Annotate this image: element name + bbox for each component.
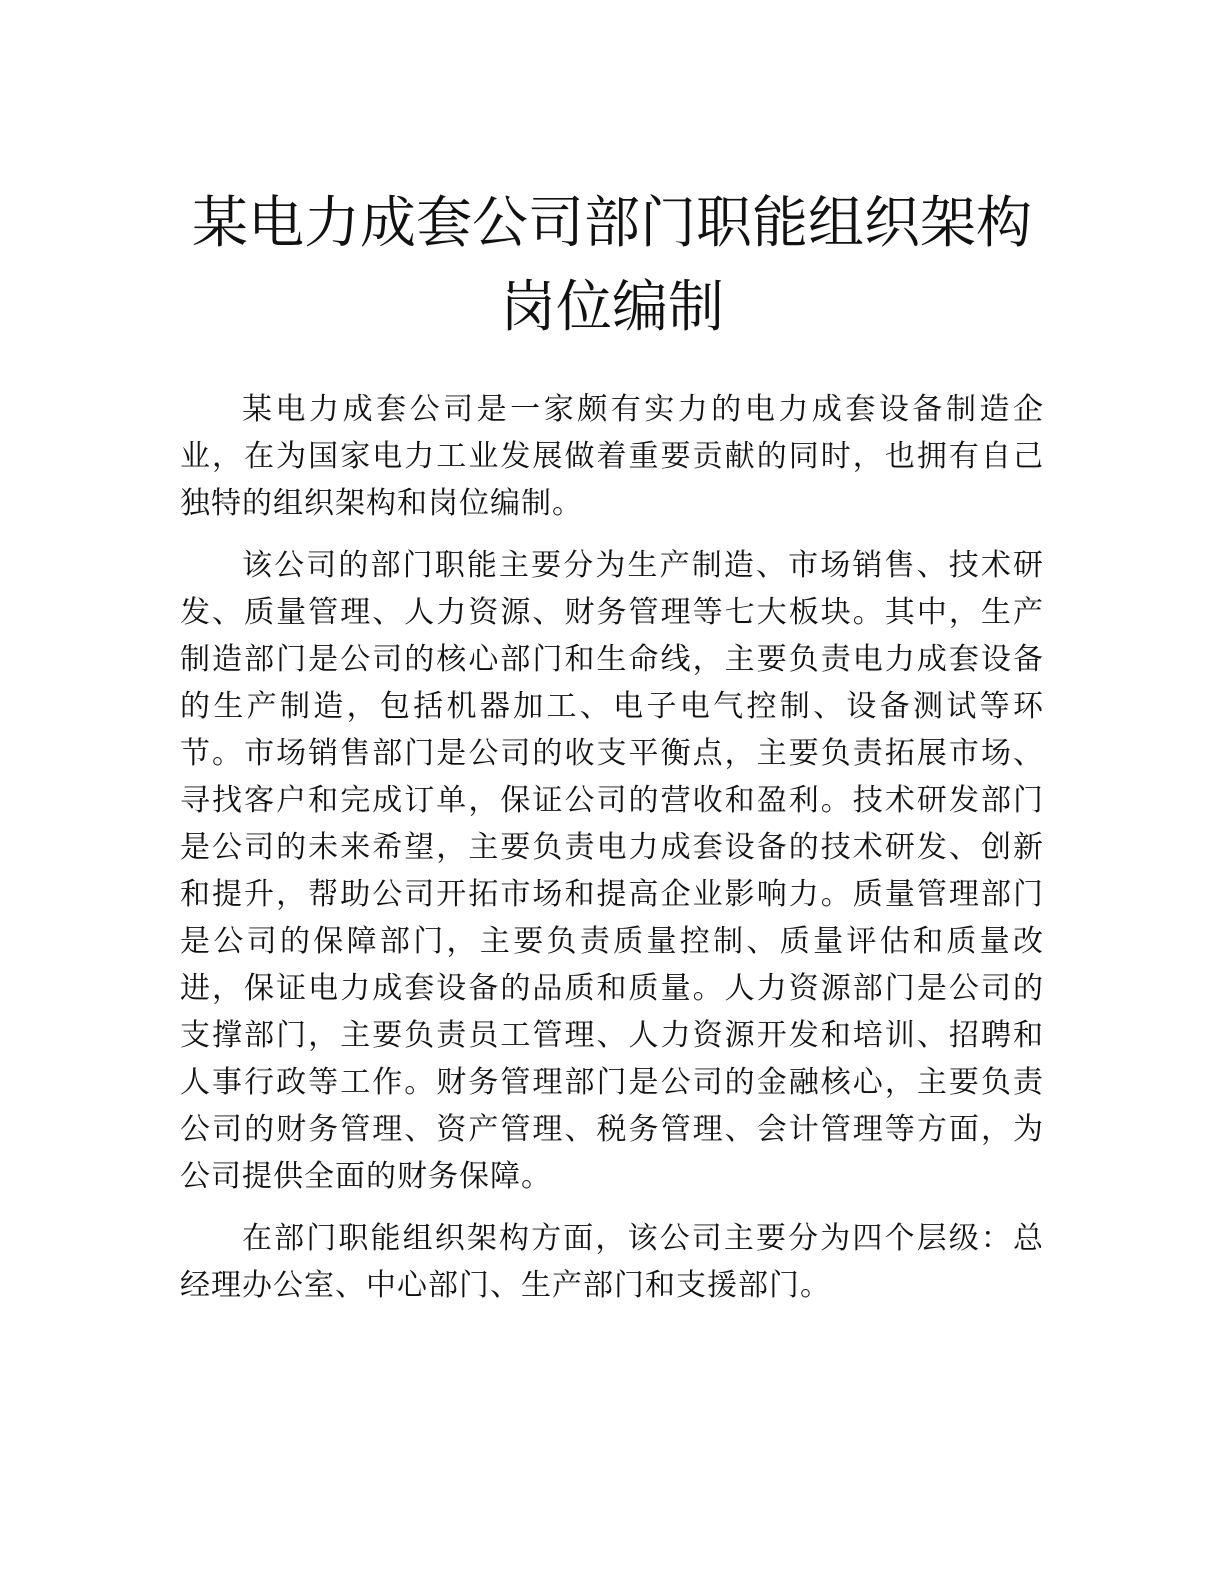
document-body (180, 386, 1044, 1324)
paragraph-intro: 某电力成套公司是一家颇有实力的电力成套设备制造企业，在为国家电力工业发展做着重要贡献的同时，也拥有自己独特的组织架构和岗位编制。 (180, 392, 1044, 521)
document-title (150, 182, 1074, 350)
paragraph-departments: 该公司的部门职能主要分为生产制造、市场销售、技术研发、质量管理、人力资源、财务管理等七大板块。其中，生产制造部门是公司的核心部门和生命线，主要负责电力成套设备的生产制造，包括机器加工、电子电气控制、设备测试等环节。市场销售部门是公司的收支平衡点，主要负责拓展市场、寻找客户和完成订单，保证公司的营收和盈利。技术研发部门是公司的未来希望，主要负责电力成套设备的技术研发、创新和提升，帮助公司开拓市场和提高企业影响力。质量管理部门是公司的保障部门，主要负责质量控制、质量评估和质量改进，保证电力成套设备的品质和质量。人力资源部门是公司的支撑部门，主要负责员工管理、人力资源开发和培训、招聘和人事行政等工作。财务管理部门是公司的金融核心，主要负责公司的财务管理、资产管理、税务管理、会计管理等方面，为公司提供全面的财务保障。 (180, 548, 1044, 1194)
paragraph-structure: 在部门职能组织架构方面，该公司主要分为四个层级：总经理办公室、中心部门、生产部门和支援部门。 (180, 1221, 1044, 1303)
title-line-2: 岗位编制 (500, 275, 724, 340)
title-line-1: 某电力成套公司部门职能组织架构 (192, 191, 1032, 256)
